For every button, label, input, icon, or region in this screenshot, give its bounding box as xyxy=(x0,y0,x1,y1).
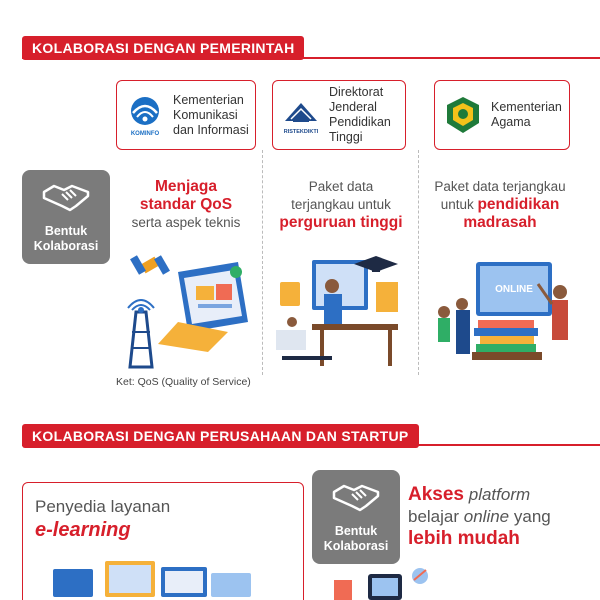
benefit-line: Paket data terjangkau xyxy=(434,179,566,194)
org-name-line: Pendidikan xyxy=(329,115,391,129)
university-illustration xyxy=(272,252,412,370)
elearning-provider-panel xyxy=(22,482,304,600)
org-name xyxy=(173,93,249,138)
org-name-line: dan Informasi xyxy=(173,122,249,137)
devices-illustration xyxy=(330,566,440,600)
benefit-line: serta aspek teknis xyxy=(131,215,241,230)
provider-label: Penyedia layanan xyxy=(35,497,171,516)
org-card-kemenag xyxy=(434,80,570,150)
org-name-line: Komunikasi xyxy=(173,107,238,122)
telecom-illustration xyxy=(118,252,258,370)
bentuk-kolaborasi-badge xyxy=(312,470,400,564)
org-name xyxy=(329,85,391,145)
org-name-line: Agama xyxy=(491,115,531,129)
akses-online: online xyxy=(463,507,510,526)
satellite-dish-icon xyxy=(130,255,170,275)
org-name-line: Tinggi xyxy=(329,130,363,144)
handshake-icon xyxy=(332,480,380,514)
akses-benefit xyxy=(408,484,551,550)
bentuk-kolaborasi-badge xyxy=(22,170,110,264)
akses-text: yang xyxy=(509,507,551,526)
benefit-line: perguruan tinggi xyxy=(279,214,403,231)
benefit-highlight: pendidikan xyxy=(477,196,560,213)
org-card-dikti xyxy=(272,80,406,150)
kominfo-logo-icon xyxy=(123,93,167,137)
benefit-line: standar QoS xyxy=(139,196,233,213)
org-card-kominfo xyxy=(116,80,256,150)
bentuk-label-line: Kolaborasi xyxy=(33,239,99,253)
org-name-line: Kementerian xyxy=(173,92,244,107)
akses-bold: Akses xyxy=(408,484,464,505)
benefit-prefix: untuk xyxy=(440,197,478,212)
org-name-line: Direktorat xyxy=(329,85,384,99)
madrasah-illustration xyxy=(428,252,578,370)
online-label: ONLINE xyxy=(495,284,533,295)
benefit-line xyxy=(422,196,578,214)
benefit-kominfo xyxy=(116,178,256,232)
akses-line3: lebih mudah xyxy=(408,528,520,549)
section-title-pemerintah: KOLABORASI DENGAN PEMERINTAH xyxy=(22,36,304,60)
kemenag-emblem-icon xyxy=(441,93,485,137)
qos-note: Ket: QoS (Quality of Service) xyxy=(116,376,251,388)
benefit-line: terjangkau untuk xyxy=(291,197,391,212)
handshake-icon xyxy=(42,180,90,214)
benefit-line: Paket data xyxy=(308,179,374,194)
bentuk-label-line: Bentuk xyxy=(44,224,88,238)
akses-italic: platform xyxy=(468,485,531,504)
akses-line2 xyxy=(408,506,551,528)
dikti-logo-text: RISTEKDIKTI xyxy=(283,129,319,135)
elearning-illustration xyxy=(49,557,259,597)
column-divider xyxy=(262,150,263,375)
benefit-line: Menjaga xyxy=(154,178,217,195)
org-name-line: Kementerian xyxy=(491,100,562,114)
bentuk-label-line: Kolaborasi xyxy=(323,539,389,553)
kominfo-logo-text: KOMINFO xyxy=(130,131,160,137)
akses-line1 xyxy=(408,484,551,506)
bentuk-label-line: Bentuk xyxy=(334,524,378,538)
dikti-logo-icon xyxy=(279,93,323,137)
bentuk-label xyxy=(312,524,400,554)
benefit-kemenag xyxy=(422,178,578,232)
org-name-line: Jenderal xyxy=(329,100,377,114)
elearning-label: e-learning xyxy=(35,519,131,541)
section-title-startup: KOLABORASI DENGAN PERUSAHAAN DAN STARTUP xyxy=(22,424,419,448)
column-divider xyxy=(418,150,419,375)
benefit-dikti xyxy=(268,178,414,232)
bentuk-label xyxy=(22,224,110,254)
org-name xyxy=(491,100,562,130)
akses-text: belajar xyxy=(408,507,464,526)
benefit-line: madrasah xyxy=(463,214,537,231)
